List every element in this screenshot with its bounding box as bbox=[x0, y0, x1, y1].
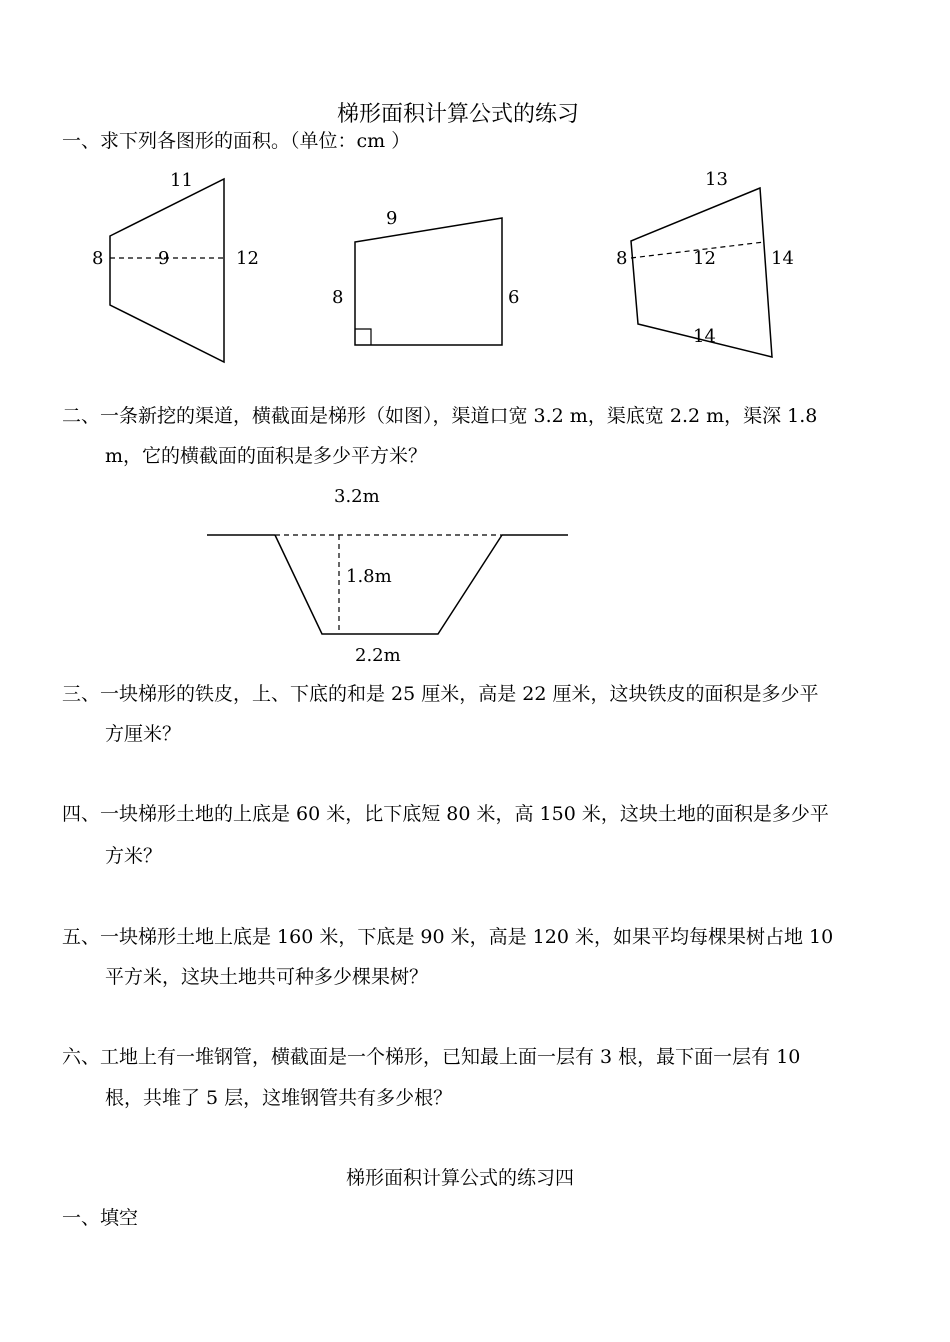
fig1-left-label: 8 bbox=[92, 248, 104, 269]
fig3-right-label: 14 bbox=[771, 248, 794, 269]
question-1-text: 一、求下列各图形的面积。（单位：cm ） bbox=[62, 130, 411, 152]
fig3-top-label: 13 bbox=[705, 169, 728, 190]
question-2-line-1: 二、一条新挖的渠道，横截面是梯形（如图），渠道口宽 3.2 m，渠底宽 2.2 m，渠深 1.8 bbox=[62, 405, 818, 427]
trapezoid-figure-2 bbox=[355, 218, 502, 345]
trapezoid-figure-1 bbox=[110, 179, 224, 362]
question-5-line-2: 平方米，这块土地共可种多少棵果树？ bbox=[105, 966, 429, 988]
question-3-line-1: 三、一块梯形的铁皮，上、下底的和是 25 厘米，高是 22 厘米，这块铁皮的面积是多少平 bbox=[62, 683, 819, 705]
fig3-left-label: 8 bbox=[616, 248, 628, 269]
fig3-bottom-label: 14 bbox=[693, 326, 716, 347]
fig2-left-label: 8 bbox=[332, 287, 344, 308]
channel-top-width-label: 3.2m bbox=[334, 486, 380, 507]
fig1-right-label: 12 bbox=[236, 248, 259, 269]
question-6-line-2: 根，共堆了 5 层，这堆钢管共有多少根？ bbox=[105, 1087, 453, 1109]
question-2-line-2: m，它的横截面的面积是多少平方米？ bbox=[105, 445, 428, 467]
fig3-height-label: 12 bbox=[693, 248, 716, 269]
fig1-height-label: 9 bbox=[158, 248, 170, 269]
question-6-line-1: 六、工地上有一堆钢管，横截面是一个梯形，已知最上面一层有 3 根，最下面一层有 10 bbox=[62, 1046, 801, 1068]
fig2-top-label: 9 bbox=[386, 208, 398, 229]
question-5-line-1: 五、一块梯形土地上底是 160 米，下底是 90 米，高是 120 米，如果平均每棵果树占地 10 bbox=[62, 926, 834, 948]
question-4-line-2: 方米？ bbox=[105, 845, 163, 867]
question-4-line-1: 四、一块梯形土地的上底是 60 米，比下底短 80 米，高 150 米，这块土地的面积是多少平 bbox=[62, 803, 829, 825]
section-2-title: 梯形面积计算公式的练习四 bbox=[346, 1167, 575, 1189]
channel-depth-label: 1.8m bbox=[346, 566, 392, 587]
channel-bottom-width-label: 2.2m bbox=[355, 645, 401, 666]
fig2-right-label: 6 bbox=[508, 287, 520, 308]
section-2-fill-blank-heading: 一、填空 bbox=[62, 1207, 139, 1229]
page-title: 梯形面积计算公式的练习 bbox=[337, 102, 580, 127]
question-3-line-2: 方厘米？ bbox=[105, 723, 182, 745]
fig1-top-label: 11 bbox=[170, 170, 193, 191]
